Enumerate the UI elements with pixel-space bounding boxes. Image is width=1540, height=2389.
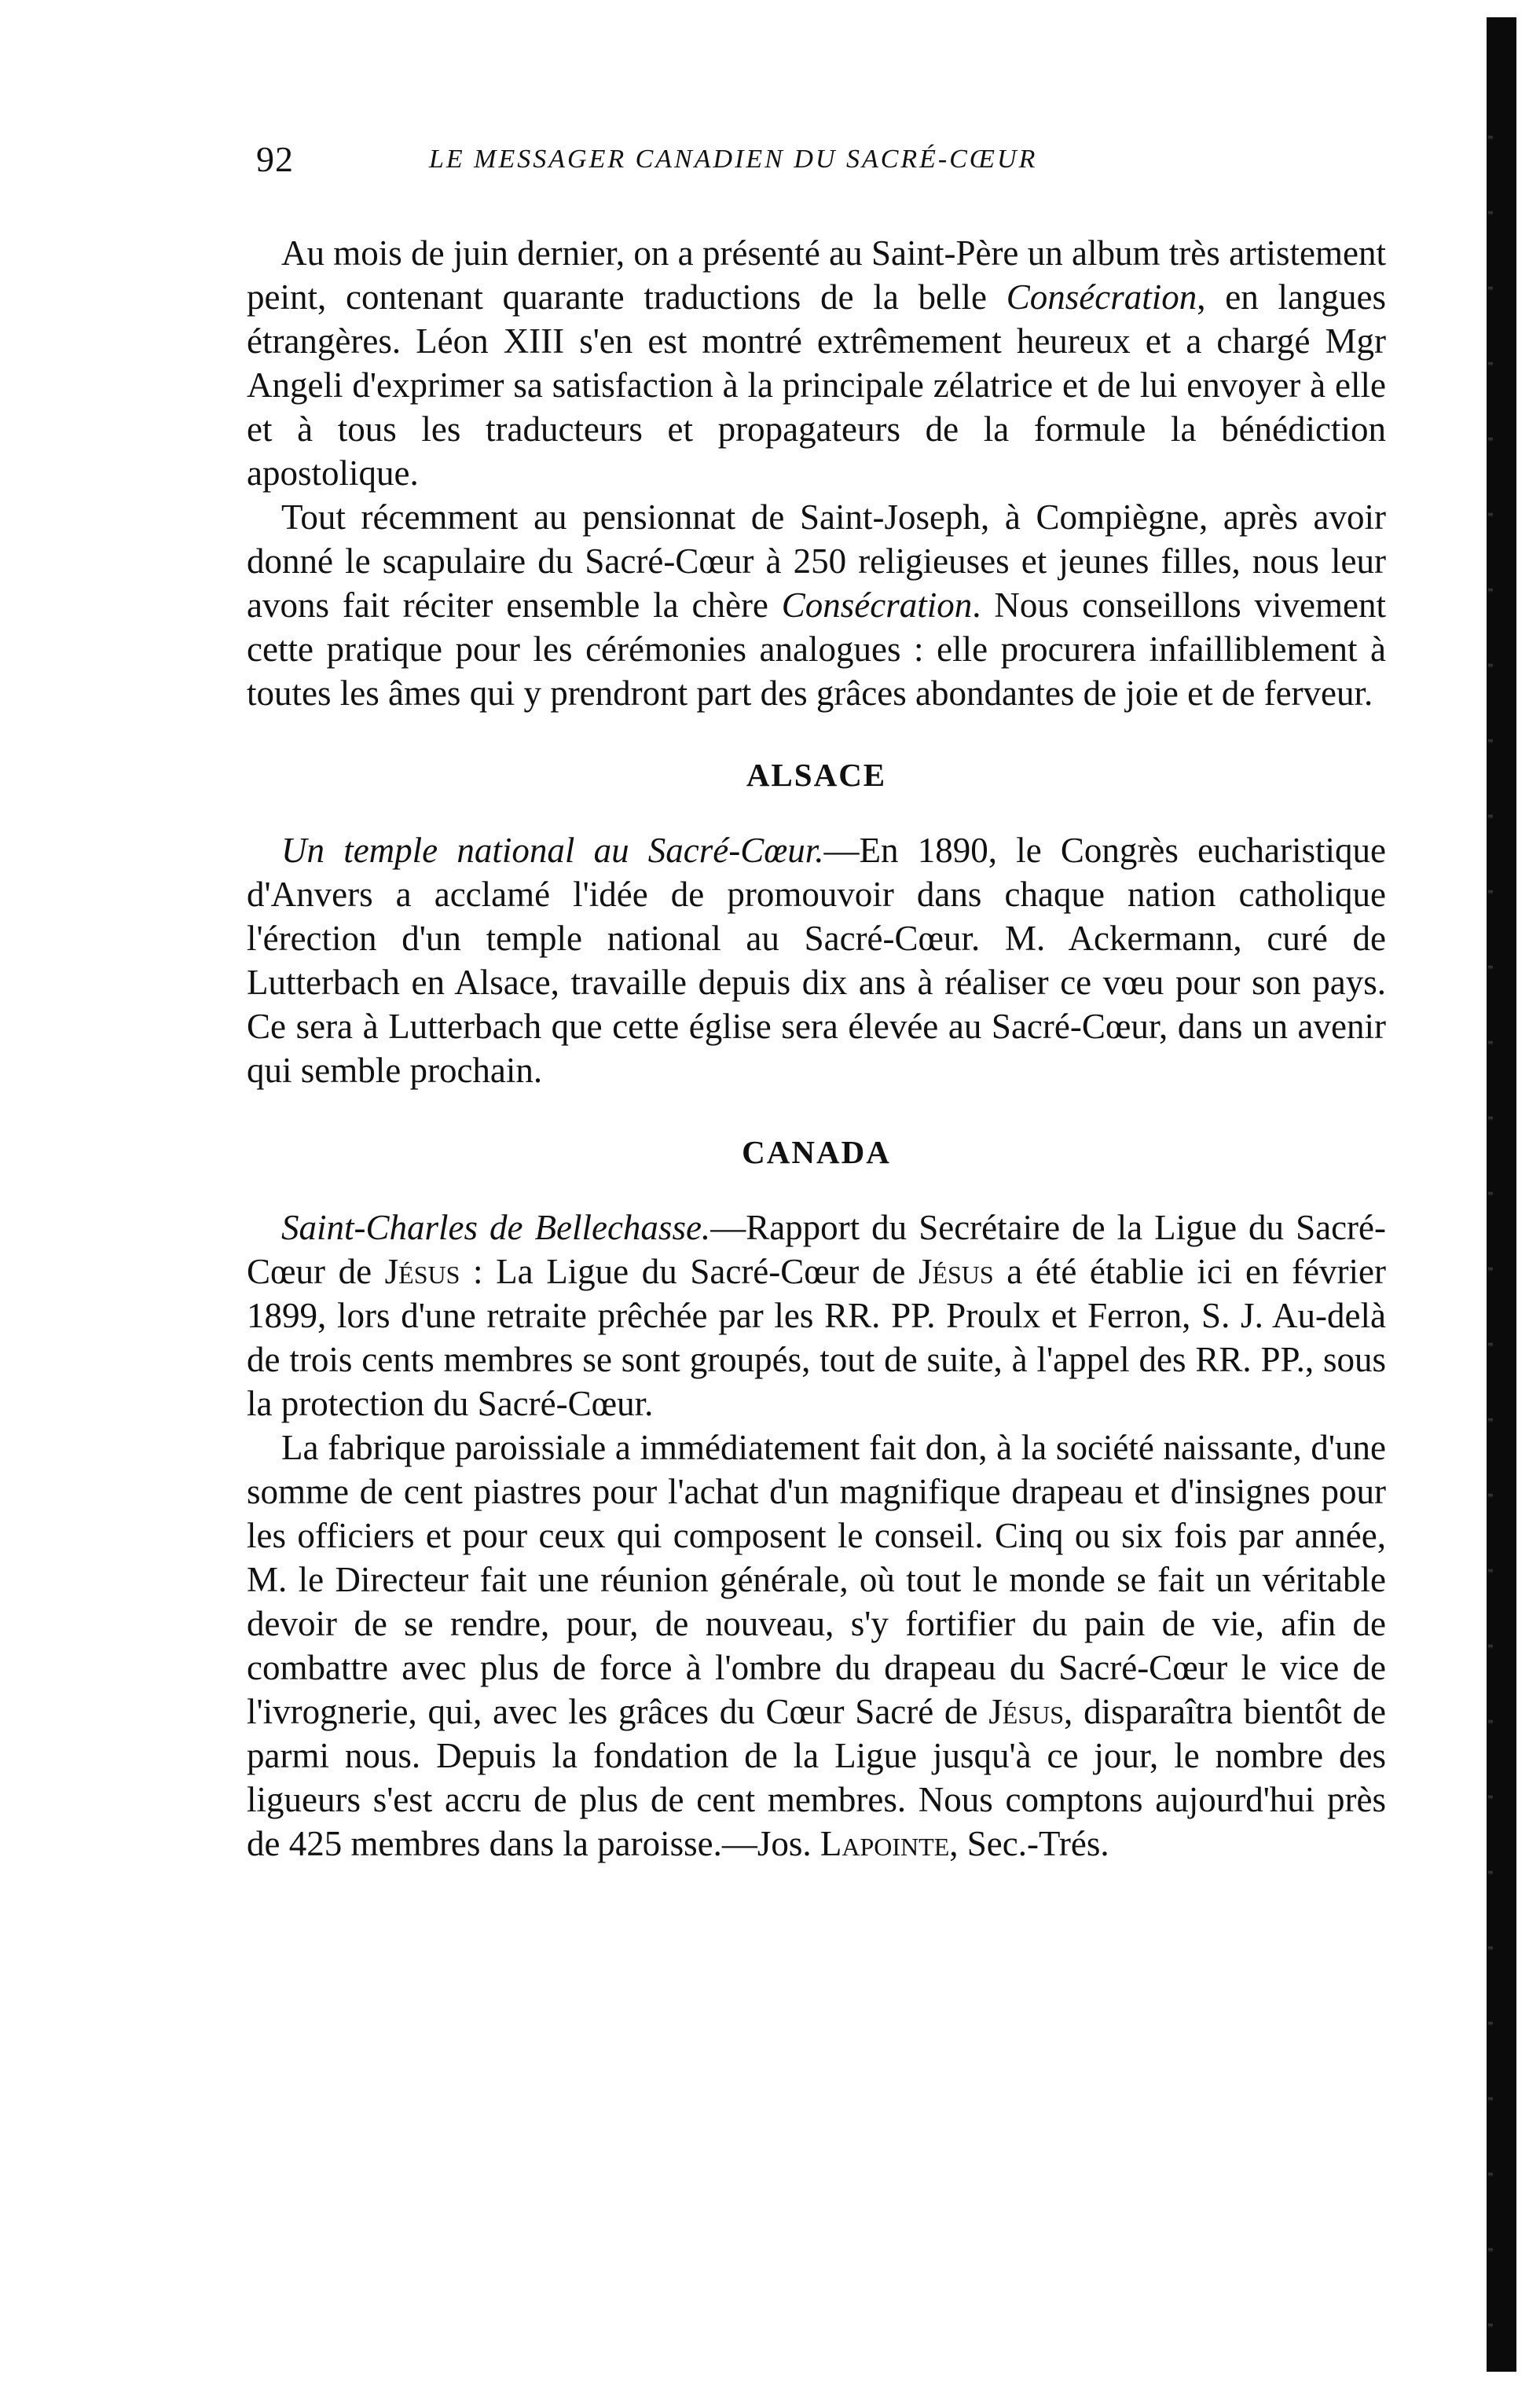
text-run: —Rapport du Secrétaire de la Ligue du Sacré-Cœur de (247, 1208, 1386, 1291)
italic-term: Consécration (781, 585, 973, 625)
text-run: . Nous conseillons vivement cette pratique pour les cérémonies analogues : elle procurera infailliblement à toutes les âmes qui y prendront part des grâces abondantes de joie et de ferveur. (247, 585, 1386, 713)
alsace-paragraph (247, 828, 1386, 1092)
text-run: La fabrique paroissiale a immédiatement fait don, à la société naissante, d'une somme de cent piastres pour l'achat d'un magnifique drapeau et d'insignes pour les officiers et pour ceux qui composent le conseil. Cinq ou six fois par année, M. le Directeur fait une réunion générale, où tout le monde se fait un véritable devoir de se rendre, pour, de nouveau, s'y fortifier du pain de vie, afin de combattre avec plus de force à l'ombre du drapeau du Sacré-Cœur le vice de l'ivrognerie, qui, avec les grâces du Cœur Sacré de (247, 1428, 1386, 1731)
text-run: : La Ligue du Sacré-Cœur de (460, 1252, 918, 1291)
journal-title: LE MESSAGER CANADIEN DU SACRÉ-CŒUR (429, 145, 1038, 174)
small-caps-name: Jésus (384, 1252, 460, 1291)
small-caps-name: Jésus (988, 1692, 1065, 1731)
italic-term: Consécration (1006, 277, 1197, 317)
intro-paragraph-album (247, 231, 1386, 495)
page-number: 92 (256, 139, 294, 179)
text-run: , en langues étrangères. Léon XIII s'en est montré extrêmement heureux et a chargé Mgr Angeli d'exprimer sa satisfaction à la principale zélatrice et de lui envoyer à elle et à tous les traducteurs et propagateurs de la formule la bénédiction apostolique. (247, 277, 1386, 493)
small-caps-signature: Lapointe (820, 1824, 950, 1863)
small-caps-name: Jésus (918, 1252, 994, 1291)
page (247, 134, 1386, 1866)
text-run: , disparaîtra bientôt de parmi nous. Depuis la fondation de la Ligue jusqu'à ce jour, le nombre des ligueurs s'est accru de plus de cent membres. Nous comptons aujourd'hui près de 425 membres dans la paroisse.—Jos. (247, 1692, 1386, 1863)
text-run: , Sec.-Trés. (949, 1824, 1109, 1863)
canada-paragraph-fabrique (247, 1426, 1386, 1866)
section-heading-canada: CANADA (742, 1134, 891, 1170)
book-spine-edge (1487, 17, 1516, 2372)
text-run: Tout récemment au pensionnat de Saint-Joseph, à Compiègne, après avoir donné le scapulaire du Sacré-Cœur à 250 religieuses et jeunes filles, nous leur avons fait réciter ensemble la chère (247, 497, 1386, 625)
text-run: Au mois de juin dernier, on a présenté au Saint-Père un album très artistement peint, contenant quarante traductions de la belle (247, 233, 1386, 317)
canada-paragraph-report (247, 1206, 1386, 1426)
running-head (247, 134, 1386, 192)
intro-paragraph-compiegne (247, 495, 1386, 715)
text-run: a été établie ici en février 1899, lors d'une retraite prêchée par les RR. PP. Proulx et Ferron, S. J. Au-delà de trois cents membres se sont groupés, tout de suite, à l'appel des RR. PP., sous la protection du Sacré-Cœur. (247, 1252, 1386, 1423)
article-title: Un temple national au Sacré-Cœur. (281, 831, 824, 870)
text-run: —En 1890, le Congrès eucharistique d'Anvers a acclamé l'idée de promouvoir dans chaque nation catholique l'érection d'un temple national au Sacré-Cœur. M. Ackermann, curé de Lutterbach en Alsace, travaille depuis dix ans à réaliser ce vœu pour son pays. Ce sera à Lutterbach que cette église sera élevée au Sacré-Cœur, dans un avenir qui semble prochain. (247, 831, 1386, 1090)
article-title: Saint-Charles de Bellechasse. (281, 1208, 711, 1247)
section-heading-alsace: ALSACE (746, 757, 887, 793)
